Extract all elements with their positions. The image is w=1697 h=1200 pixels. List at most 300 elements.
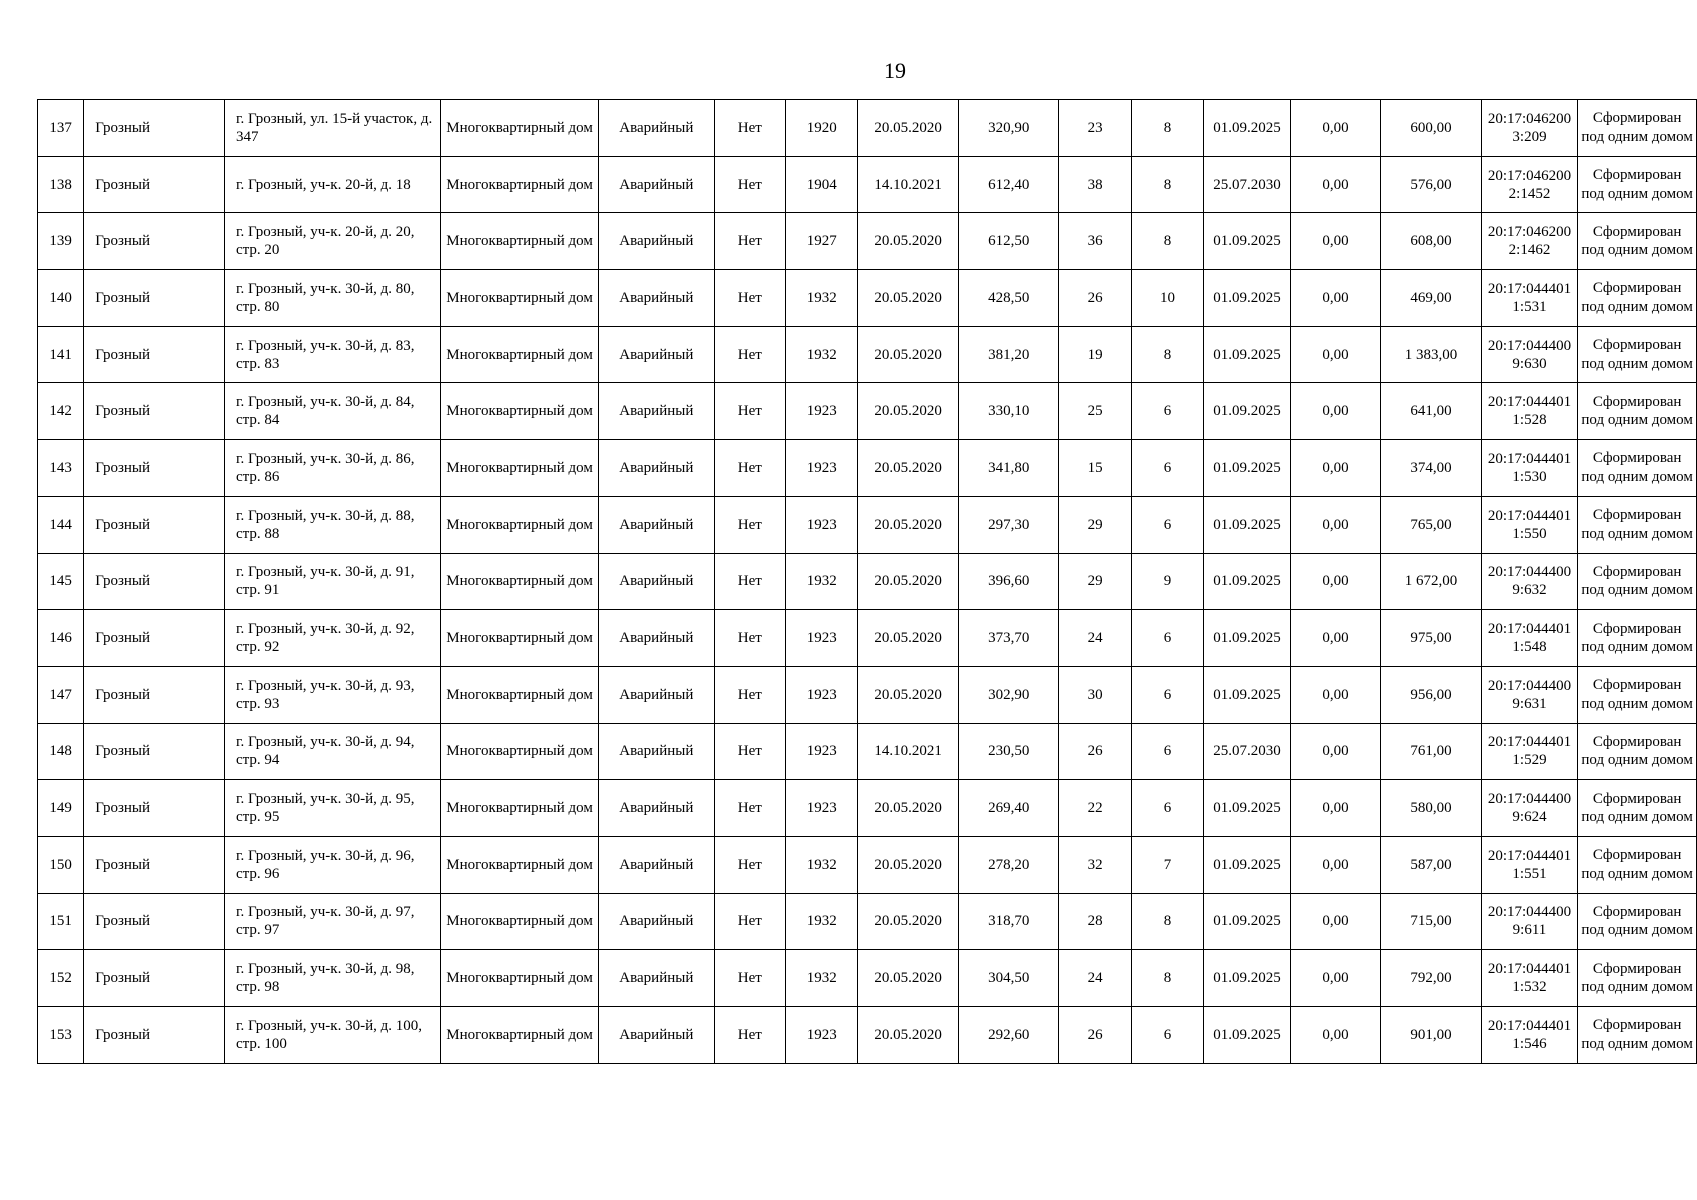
address-cell: г. Грозный, уч-к. 30-й, д. 94, стр. 94: [225, 723, 441, 780]
page-number-text: 19: [884, 58, 906, 83]
table-row: [38, 836, 1697, 893]
amount-cell: 587,00: [1381, 836, 1482, 893]
flag-cell: Нет: [714, 213, 785, 270]
land-status-cell: [1578, 780, 1697, 837]
cadastral-number-cell: 20:17:0462003:209: [1481, 100, 1578, 157]
table-row: [38, 780, 1697, 837]
flag-cell: Нет: [714, 836, 785, 893]
flag-cell: Нет: [714, 156, 785, 213]
zero-value-cell: 0,00: [1290, 780, 1380, 837]
amount-cell: 641,00: [1381, 383, 1482, 440]
row-number-cell: 142: [38, 383, 84, 440]
land-status-cell: [1578, 100, 1697, 157]
land-status-cell: [1578, 270, 1697, 327]
residents-cell: 29: [1059, 553, 1131, 610]
flag-cell: Нет: [714, 440, 785, 497]
year-built-cell: 1923: [786, 383, 858, 440]
resettlement-deadline-cell: 01.09.2025: [1204, 100, 1290, 157]
residents-cell: 38: [1059, 156, 1131, 213]
land-status-cell: [1578, 213, 1697, 270]
year-built-cell: 1923: [786, 496, 858, 553]
table-row: [38, 100, 1697, 157]
row-number-cell: 141: [38, 326, 84, 383]
year-built-cell: 1932: [786, 270, 858, 327]
residents-cell: 30: [1059, 666, 1131, 723]
area-cell: 304,50: [958, 950, 1059, 1007]
land-status-text: Сформирован под одним домом: [1581, 337, 1693, 372]
year-built-cell: 1904: [786, 156, 858, 213]
cadastral-number-cell: 20:17:0444011:528: [1481, 383, 1578, 440]
city-cell: Грозный: [84, 893, 225, 950]
zero-value-cell: 0,00: [1290, 440, 1380, 497]
land-status-cell: [1578, 1007, 1697, 1064]
table-row: [38, 383, 1697, 440]
condition-cell: Аварийный: [599, 553, 715, 610]
resettlement-deadline-cell: 01.09.2025: [1204, 270, 1290, 327]
resettlement-deadline-cell: 01.09.2025: [1204, 666, 1290, 723]
flag-cell: Нет: [714, 496, 785, 553]
land-status-cell: [1578, 893, 1697, 950]
address-cell: г. Грозный, уч-к. 30-й, д. 96, стр. 96: [225, 836, 441, 893]
units-cell: 6: [1131, 1007, 1203, 1064]
units-cell: 6: [1131, 610, 1203, 667]
building-type-cell: Многоквартирный дом: [441, 383, 599, 440]
city-cell: Грозный: [84, 213, 225, 270]
condition-cell: Аварийный: [599, 496, 715, 553]
table-row: [38, 893, 1697, 950]
row-number-cell: 146: [38, 610, 84, 667]
area-cell: 428,50: [958, 270, 1059, 327]
row-number-cell: 149: [38, 780, 84, 837]
land-status-text: Сформирован под одним домом: [1581, 393, 1693, 429]
residents-cell: 29: [1059, 496, 1131, 553]
flag-cell: Нет: [714, 723, 785, 780]
address-cell: г. Грозный, уч-к. 30-й, д. 88, стр. 88: [225, 496, 441, 553]
zero-value-cell: 0,00: [1290, 270, 1380, 327]
land-status-text: Сформирован под одним домом: [1581, 223, 1693, 259]
flag-cell: Нет: [714, 326, 785, 383]
building-type-cell: Многоквартирный дом: [441, 1007, 599, 1064]
amount-cell: 576,00: [1381, 156, 1482, 213]
land-status-text: Сформирован под одним домом: [1581, 110, 1693, 145]
cadastral-number-cell: 20:17:0444009:630: [1481, 326, 1578, 383]
units-cell: 8: [1131, 326, 1203, 383]
land-status-cell: [1578, 326, 1697, 383]
table-row: [38, 496, 1697, 553]
zero-value-cell: 0,00: [1290, 383, 1380, 440]
table-row: [38, 723, 1697, 780]
table-row: [38, 326, 1697, 383]
units-cell: 6: [1131, 666, 1203, 723]
residents-cell: 23: [1059, 100, 1131, 157]
area-cell: 302,90: [958, 666, 1059, 723]
flag-cell: Нет: [714, 270, 785, 327]
residents-cell: 32: [1059, 836, 1131, 893]
residents-cell: 19: [1059, 326, 1131, 383]
land-status-cell: [1578, 836, 1697, 893]
zero-value-cell: 0,00: [1290, 1007, 1380, 1064]
land-status-cell: [1578, 610, 1697, 667]
amount-cell: 765,00: [1381, 496, 1482, 553]
condition-cell: Аварийный: [599, 383, 715, 440]
cadastral-number-cell: 20:17:0444011:551: [1481, 836, 1578, 893]
residents-cell: 26: [1059, 723, 1131, 780]
city-cell: Грозный: [84, 326, 225, 383]
land-status-text: Сформирован под одним домом: [1581, 960, 1693, 996]
building-type-cell: Многоквартирный дом: [441, 326, 599, 383]
condition-cell: Аварийный: [599, 950, 715, 1007]
recognition-date-cell: 20.05.2020: [858, 666, 959, 723]
land-status-cell: [1578, 723, 1697, 780]
table-row: [38, 610, 1697, 667]
address-cell: г. Грозный, уч-к. 30-й, д. 80, стр. 80: [225, 270, 441, 327]
recognition-date-cell: 20.05.2020: [858, 893, 959, 950]
cadastral-number-cell: 20:17:0444011:529: [1481, 723, 1578, 780]
residents-cell: 36: [1059, 213, 1131, 270]
building-type-cell: Многоквартирный дом: [441, 156, 599, 213]
residents-cell: 24: [1059, 610, 1131, 667]
flag-cell: Нет: [714, 100, 785, 157]
row-number-cell: 150: [38, 836, 84, 893]
residents-cell: 22: [1059, 780, 1131, 837]
recognition-date-cell: 14.10.2021: [858, 723, 959, 780]
area-cell: 318,70: [958, 893, 1059, 950]
land-status-cell: [1578, 383, 1697, 440]
condition-cell: Аварийный: [599, 440, 715, 497]
residents-cell: 15: [1059, 440, 1131, 497]
land-status-text: Сформирован под одним домом: [1581, 903, 1693, 939]
units-cell: 8: [1131, 950, 1203, 1007]
address-cell: г. Грозный, уч-к. 30-й, д. 98, стр. 98: [225, 950, 441, 1007]
condition-cell: Аварийный: [599, 100, 715, 157]
amount-cell: 600,00: [1381, 100, 1482, 157]
zero-value-cell: 0,00: [1290, 836, 1380, 893]
resettlement-deadline-cell: 01.09.2025: [1204, 213, 1290, 270]
residents-cell: 26: [1059, 270, 1131, 327]
row-number-cell: 140: [38, 270, 84, 327]
units-cell: 8: [1131, 100, 1203, 157]
amount-cell: 715,00: [1381, 893, 1482, 950]
land-status-cell: [1578, 496, 1697, 553]
resettlement-deadline-cell: 01.09.2025: [1204, 326, 1290, 383]
row-number-cell: 151: [38, 893, 84, 950]
units-cell: 6: [1131, 723, 1203, 780]
flag-cell: Нет: [714, 553, 785, 610]
flag-cell: Нет: [714, 666, 785, 723]
area-cell: 330,10: [958, 383, 1059, 440]
land-status-text: Сформирован под одним домом: [1581, 847, 1693, 882]
amount-cell: 1 383,00: [1381, 326, 1482, 383]
amount-cell: 901,00: [1381, 1007, 1482, 1064]
resettlement-deadline-cell: 01.09.2025: [1204, 610, 1290, 667]
cadastral-number-cell: 20:17:0444011:546: [1481, 1007, 1578, 1064]
cadastral-number-cell: 20:17:0444011:548: [1481, 610, 1578, 667]
area-cell: 381,20: [958, 326, 1059, 383]
city-cell: Грозный: [84, 553, 225, 610]
city-cell: Грозный: [84, 100, 225, 157]
building-type-cell: Многоквартирный дом: [441, 780, 599, 837]
area-cell: 373,70: [958, 610, 1059, 667]
address-cell: г. Грозный, уч-к. 30-й, д. 91, стр. 91: [225, 553, 441, 610]
resettlement-deadline-cell: 25.07.2030: [1204, 156, 1290, 213]
land-status-text: Сформирован под одним домом: [1581, 563, 1693, 599]
row-number-cell: 139: [38, 213, 84, 270]
recognition-date-cell: 20.05.2020: [858, 100, 959, 157]
amount-cell: 469,00: [1381, 270, 1482, 327]
units-cell: 8: [1131, 893, 1203, 950]
cadastral-number-cell: 20:17:0462002:1462: [1481, 213, 1578, 270]
units-cell: 6: [1131, 496, 1203, 553]
row-number-cell: 148: [38, 723, 84, 780]
resettlement-deadline-cell: 01.09.2025: [1204, 383, 1290, 440]
building-type-cell: Многоквартирный дом: [441, 270, 599, 327]
amount-cell: 956,00: [1381, 666, 1482, 723]
zero-value-cell: 0,00: [1290, 666, 1380, 723]
zero-value-cell: 0,00: [1290, 553, 1380, 610]
row-number-cell: 143: [38, 440, 84, 497]
resettlement-deadline-cell: 01.09.2025: [1204, 893, 1290, 950]
amount-cell: 608,00: [1381, 213, 1482, 270]
city-cell: Грозный: [84, 666, 225, 723]
city-cell: Грозный: [84, 836, 225, 893]
recognition-date-cell: 20.05.2020: [858, 1007, 959, 1064]
units-cell: 9: [1131, 553, 1203, 610]
address-cell: г. Грозный, уч-к. 20-й, д. 18: [225, 156, 441, 213]
land-status-cell: [1578, 666, 1697, 723]
recognition-date-cell: 20.05.2020: [858, 213, 959, 270]
building-type-cell: Многоквартирный дом: [441, 723, 599, 780]
row-number-cell: 145: [38, 553, 84, 610]
city-cell: Грозный: [84, 950, 225, 1007]
zero-value-cell: 0,00: [1290, 496, 1380, 553]
land-status-text: Сформирован под одним домом: [1581, 507, 1693, 542]
amount-cell: 975,00: [1381, 610, 1482, 667]
address-cell: г. Грозный, уч-к. 30-й, д. 95, стр. 95: [225, 780, 441, 837]
land-status-cell: [1578, 950, 1697, 1007]
resettlement-deadline-cell: 01.09.2025: [1204, 1007, 1290, 1064]
condition-cell: Аварийный: [599, 213, 715, 270]
land-status-text: Сформирован под одним домом: [1581, 790, 1693, 826]
recognition-date-cell: 14.10.2021: [858, 156, 959, 213]
city-cell: Грозный: [84, 496, 225, 553]
row-number-cell: 144: [38, 496, 84, 553]
year-built-cell: 1923: [786, 610, 858, 667]
row-number-cell: 147: [38, 666, 84, 723]
condition-cell: Аварийный: [599, 723, 715, 780]
city-cell: Грозный: [84, 723, 225, 780]
flag-cell: Нет: [714, 383, 785, 440]
building-type-cell: Многоквартирный дом: [441, 440, 599, 497]
area-cell: 612,50: [958, 213, 1059, 270]
land-status-text: Сформирован под одним домом: [1581, 1017, 1693, 1052]
condition-cell: Аварийный: [599, 1007, 715, 1064]
address-cell: г. Грозный, уч-к. 30-й, д. 100, стр. 100: [225, 1007, 441, 1064]
land-status-cell: [1578, 553, 1697, 610]
recognition-date-cell: 20.05.2020: [858, 950, 959, 1007]
land-status-text: Сформирован под одним домом: [1581, 450, 1693, 485]
zero-value-cell: 0,00: [1290, 326, 1380, 383]
flag-cell: Нет: [714, 1007, 785, 1064]
units-cell: 6: [1131, 780, 1203, 837]
building-type-cell: Многоквартирный дом: [441, 100, 599, 157]
year-built-cell: 1923: [786, 440, 858, 497]
condition-cell: Аварийный: [599, 780, 715, 837]
address-cell: г. Грозный, уч-к. 30-й, д. 92, стр. 92: [225, 610, 441, 667]
resettlement-deadline-cell: 01.09.2025: [1204, 553, 1290, 610]
cadastral-number-cell: 20:17:0462002:1452: [1481, 156, 1578, 213]
land-status-text: Сформирован под одним домом: [1581, 280, 1693, 315]
amount-cell: 580,00: [1381, 780, 1482, 837]
address-cell: г. Грозный, уч-к. 30-й, д. 84, стр. 84: [225, 383, 441, 440]
resettlement-deadline-cell: 25.07.2030: [1204, 723, 1290, 780]
flag-cell: Нет: [714, 950, 785, 1007]
zero-value-cell: 0,00: [1290, 610, 1380, 667]
units-cell: 8: [1131, 156, 1203, 213]
resettlement-deadline-cell: 01.09.2025: [1204, 836, 1290, 893]
area-cell: 396,60: [958, 553, 1059, 610]
year-built-cell: 1927: [786, 213, 858, 270]
residents-cell: 28: [1059, 893, 1131, 950]
condition-cell: Аварийный: [599, 893, 715, 950]
row-number-cell: 153: [38, 1007, 84, 1064]
table-row: [38, 1007, 1697, 1064]
cadastral-number-cell: 20:17:0444011:530: [1481, 440, 1578, 497]
address-cell: г. Грозный, уч-к. 20-й, д. 20, стр. 20: [225, 213, 441, 270]
condition-cell: Аварийный: [599, 836, 715, 893]
recognition-date-cell: 20.05.2020: [858, 496, 959, 553]
building-type-cell: Многоквартирный дом: [441, 610, 599, 667]
units-cell: 8: [1131, 213, 1203, 270]
page-number: [0, 58, 1697, 84]
city-cell: Грозный: [84, 440, 225, 497]
zero-value-cell: 0,00: [1290, 893, 1380, 950]
recognition-date-cell: 20.05.2020: [858, 553, 959, 610]
table-row: [38, 950, 1697, 1007]
year-built-cell: 1920: [786, 100, 858, 157]
units-cell: 7: [1131, 836, 1203, 893]
year-built-cell: 1923: [786, 723, 858, 780]
recognition-date-cell: 20.05.2020: [858, 326, 959, 383]
year-built-cell: 1932: [786, 553, 858, 610]
resettlement-deadline-cell: 01.09.2025: [1204, 950, 1290, 1007]
address-cell: г. Грозный, уч-к. 30-й, д. 83, стр. 83: [225, 326, 441, 383]
area-cell: 612,40: [958, 156, 1059, 213]
cadastral-number-cell: 20:17:0444009:631: [1481, 666, 1578, 723]
recognition-date-cell: 20.05.2020: [858, 836, 959, 893]
recognition-date-cell: 20.05.2020: [858, 780, 959, 837]
land-status-text: Сформирован под одним домом: [1581, 167, 1693, 202]
flag-cell: Нет: [714, 610, 785, 667]
area-cell: 230,50: [958, 723, 1059, 780]
residents-cell: 26: [1059, 1007, 1131, 1064]
recognition-date-cell: 20.05.2020: [858, 610, 959, 667]
address-cell: г. Грозный, ул. 15-й участок, д. 347: [225, 100, 441, 157]
residents-cell: 25: [1059, 383, 1131, 440]
table-row: [38, 213, 1697, 270]
year-built-cell: 1932: [786, 893, 858, 950]
area-cell: 278,20: [958, 836, 1059, 893]
amount-cell: 792,00: [1381, 950, 1482, 1007]
row-number-cell: 138: [38, 156, 84, 213]
zero-value-cell: 0,00: [1290, 723, 1380, 780]
area-cell: 341,80: [958, 440, 1059, 497]
building-type-cell: Многоквартирный дом: [441, 836, 599, 893]
cadastral-number-cell: 20:17:0444009:624: [1481, 780, 1578, 837]
housing-registry-table: [37, 99, 1697, 1064]
amount-cell: 1 672,00: [1381, 553, 1482, 610]
units-cell: 10: [1131, 270, 1203, 327]
flag-cell: Нет: [714, 780, 785, 837]
table-row: [38, 156, 1697, 213]
condition-cell: Аварийный: [599, 326, 715, 383]
city-cell: Грозный: [84, 383, 225, 440]
resettlement-deadline-cell: 01.09.2025: [1204, 496, 1290, 553]
year-built-cell: 1923: [786, 1007, 858, 1064]
resettlement-deadline-cell: 01.09.2025: [1204, 780, 1290, 837]
year-built-cell: 1932: [786, 950, 858, 1007]
row-number-cell: 137: [38, 100, 84, 157]
table-row: [38, 666, 1697, 723]
condition-cell: Аварийный: [599, 270, 715, 327]
condition-cell: Аварийный: [599, 666, 715, 723]
table-row: [38, 553, 1697, 610]
row-number-cell: 152: [38, 950, 84, 1007]
year-built-cell: 1932: [786, 326, 858, 383]
year-built-cell: 1932: [786, 836, 858, 893]
recognition-date-cell: 20.05.2020: [858, 383, 959, 440]
address-cell: г. Грозный, уч-к. 30-й, д. 93, стр. 93: [225, 666, 441, 723]
city-cell: Грозный: [84, 610, 225, 667]
condition-cell: Аварийный: [599, 610, 715, 667]
flag-cell: Нет: [714, 893, 785, 950]
address-cell: г. Грозный, уч-к. 30-й, д. 97, стр. 97: [225, 893, 441, 950]
building-type-cell: Многоквартирный дом: [441, 496, 599, 553]
zero-value-cell: 0,00: [1290, 156, 1380, 213]
building-type-cell: Многоквартирный дом: [441, 666, 599, 723]
land-status-text: Сформирован под одним домом: [1581, 620, 1693, 656]
residents-cell: 24: [1059, 950, 1131, 1007]
address-cell: г. Грозный, уч-к. 30-й, д. 86, стр. 86: [225, 440, 441, 497]
zero-value-cell: 0,00: [1290, 100, 1380, 157]
building-type-cell: Многоквартирный дом: [441, 213, 599, 270]
cadastral-number-cell: 20:17:0444011:550: [1481, 496, 1578, 553]
table-row: [38, 270, 1697, 327]
city-cell: Грозный: [84, 270, 225, 327]
cadastral-number-cell: 20:17:0444009:632: [1481, 553, 1578, 610]
land-status-text: Сформирован под одним домом: [1581, 677, 1693, 712]
amount-cell: 761,00: [1381, 723, 1482, 780]
area-cell: 297,30: [958, 496, 1059, 553]
city-cell: Грозный: [84, 156, 225, 213]
resettlement-deadline-cell: 01.09.2025: [1204, 440, 1290, 497]
units-cell: 6: [1131, 440, 1203, 497]
year-built-cell: 1923: [786, 666, 858, 723]
year-built-cell: 1923: [786, 780, 858, 837]
recognition-date-cell: 20.05.2020: [858, 440, 959, 497]
zero-value-cell: 0,00: [1290, 950, 1380, 1007]
land-status-text: Сформирован под одним домом: [1581, 733, 1693, 769]
table-body: [38, 100, 1697, 1064]
amount-cell: 374,00: [1381, 440, 1482, 497]
condition-cell: Аварийный: [599, 156, 715, 213]
area-cell: 320,90: [958, 100, 1059, 157]
land-status-cell: [1578, 440, 1697, 497]
cadastral-number-cell: 20:17:0444009:611: [1481, 893, 1578, 950]
zero-value-cell: 0,00: [1290, 213, 1380, 270]
cadastral-number-cell: 20:17:0444011:531: [1481, 270, 1578, 327]
building-type-cell: Многоквартирный дом: [441, 553, 599, 610]
land-status-cell: [1578, 156, 1697, 213]
